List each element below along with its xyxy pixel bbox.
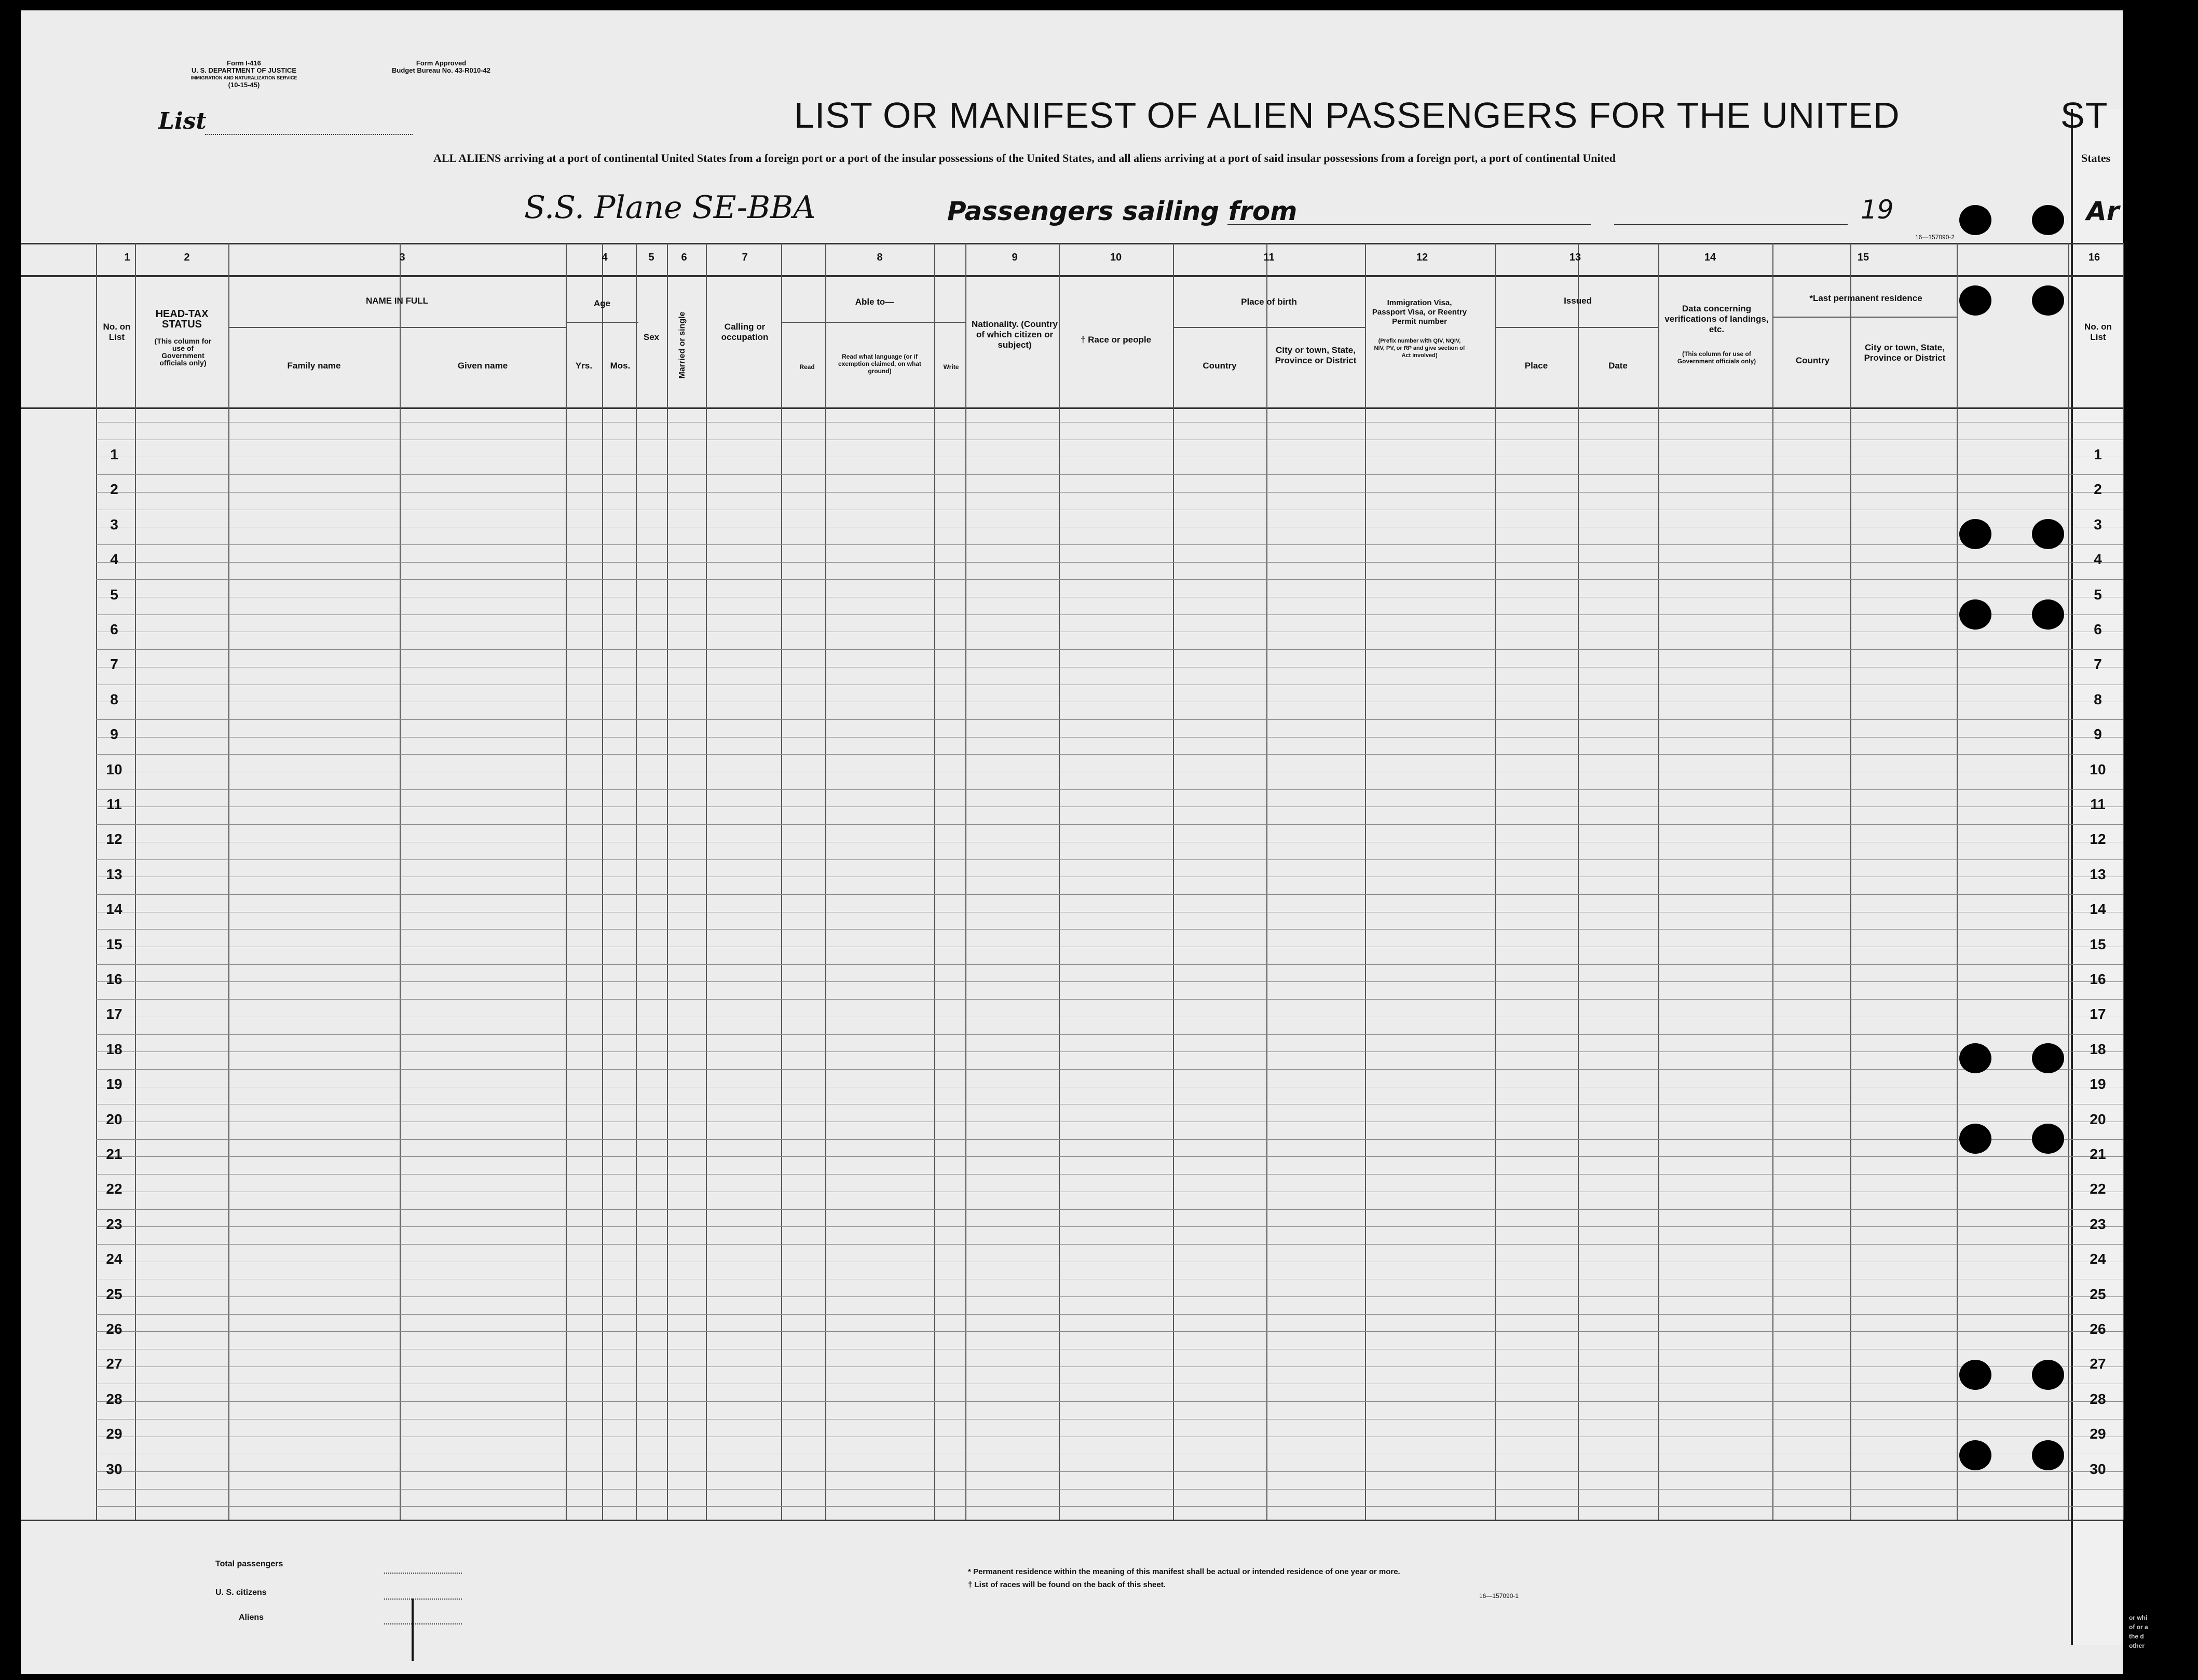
column-number-border [21, 275, 2123, 277]
ruled-line [96, 1489, 2123, 1490]
row-number-left: 21 [106, 1146, 122, 1162]
row-number-right: 24 [2090, 1251, 2106, 1267]
punch-hole [2032, 1360, 2064, 1390]
ruled-line [96, 1506, 2123, 1507]
row-number-right: 3 [2094, 516, 2102, 532]
punch-hole [2032, 205, 2064, 235]
row-number-left: 18 [106, 1041, 122, 1057]
row-number-right: 30 [2090, 1461, 2106, 1477]
row-number-right: 28 [2090, 1391, 2106, 1407]
column-number: 3 [399, 252, 405, 263]
row-number-right: 29 [2090, 1426, 2106, 1442]
residence-city-header: City or town, State, Province or District [1864, 343, 1946, 363]
column-number: 11 [1263, 252, 1275, 263]
ruled-line [96, 1401, 2123, 1402]
grid-column-line [934, 243, 935, 1520]
column-number: 15 [1857, 252, 1869, 263]
read-header: Read [799, 363, 815, 371]
row-number-right: 27 [2090, 1356, 2106, 1372]
grid-column-line [2123, 243, 2124, 1520]
form-number: Form I-416 [227, 59, 261, 67]
grid-column-line [965, 243, 966, 1520]
column-number: 6 [681, 252, 687, 263]
row-number-right: 21 [2090, 1146, 2106, 1162]
page-subtitle-cut: States [2081, 152, 2111, 165]
row-number-right: 13 [2090, 866, 2106, 882]
row-number-left: 22 [106, 1181, 122, 1197]
column-number: 5 [648, 252, 654, 263]
ruled-line [96, 824, 2123, 825]
ruled-line [96, 1331, 2123, 1332]
sailing-from-line [1227, 224, 1591, 225]
column-number: 16 [2088, 252, 2100, 263]
row-number-left: 7 [110, 656, 118, 672]
ruled-line [96, 1244, 2123, 1245]
row-number-left: 27 [106, 1356, 122, 1372]
row-number-right: 14 [2090, 901, 2106, 917]
row-number-right: 1 [2094, 446, 2102, 462]
us-citizens-label: U. S. citizens [215, 1588, 267, 1597]
ruled-line [96, 1471, 2123, 1472]
row-number-left: 25 [106, 1286, 122, 1302]
married-single-header: Married or single [678, 311, 687, 379]
residence-country-header: Country [1795, 356, 1830, 365]
row-number-left: 28 [106, 1391, 122, 1407]
age-header: Age [593, 298, 611, 308]
table-top-border [21, 243, 2123, 244]
ruled-line [96, 929, 2123, 930]
grid-column-line [228, 243, 229, 1520]
row-number-left: 16 [106, 971, 122, 987]
punch-hole [2032, 1440, 2064, 1470]
row-number-left: 14 [106, 901, 122, 917]
ruled-line [96, 1069, 2123, 1070]
row-number-right: 4 [2094, 551, 2102, 567]
row-number-right: 2 [2094, 481, 2102, 497]
place-of-birth-header: Place of birth [1241, 297, 1297, 307]
ruled-line [96, 964, 2123, 965]
subheader-line [228, 327, 566, 328]
mos-header: Mos. [610, 361, 631, 371]
total-passengers-label: Total passengers [215, 1560, 283, 1568]
ruled-line [96, 1209, 2123, 1210]
grid-column-line [1365, 243, 1366, 1520]
column-number: 8 [877, 252, 883, 263]
grid-column-line [1578, 243, 1579, 1520]
issued-header: Issued [1564, 296, 1592, 306]
able-to-header: Able to— [855, 297, 894, 307]
row-number-right: 6 [2094, 621, 2102, 637]
column-number: 1 [124, 252, 130, 263]
row-number-right: 5 [2094, 586, 2102, 603]
punch-hole [1959, 519, 1991, 549]
grid-column-line [825, 243, 826, 1520]
subheader-line [781, 322, 965, 323]
sailing-date-line [1614, 224, 1848, 225]
head-tax-note: (This column for use of Government officials only) [154, 337, 212, 367]
ruled-line [96, 981, 2123, 982]
row-number-left: 11 [106, 796, 122, 812]
row-number-left: 2 [110, 481, 118, 497]
yrs-header: Yrs. [575, 361, 593, 371]
subheader-line [1495, 327, 1658, 328]
write-header: Write [943, 363, 959, 371]
row-number-left: 24 [106, 1251, 122, 1267]
last-residence-header: *Last permanent residence [1809, 293, 1922, 303]
row-number-left: 3 [110, 516, 118, 532]
footnote-races: † List of races will be found on the back of this sheet. [968, 1580, 1166, 1589]
footer-cut-text-1: or whi [2129, 1614, 2148, 1621]
column-number: 2 [184, 252, 190, 263]
ruled-line [96, 562, 2123, 563]
name-in-full-header: NAME IN FULL [366, 296, 428, 306]
row-number-left: 12 [106, 831, 122, 847]
grid-column-line [1658, 243, 1659, 1520]
grid-column-line [135, 243, 136, 1520]
grid-column-line [1495, 243, 1496, 1520]
ruled-line [96, 649, 2123, 650]
ruled-line [96, 754, 2123, 755]
header-bottom-border [21, 407, 2123, 409]
punch-hole [2032, 285, 2064, 316]
grid-column-line [1059, 243, 1060, 1520]
table-bottom-border [21, 1520, 2123, 1521]
grid-column-line [1957, 243, 1958, 1520]
row-number-right: 26 [2090, 1321, 2106, 1337]
footer-print-code: 16—157090-1 [1479, 1592, 1519, 1600]
data-concerning-note: (This column for use of Government officials only) [1677, 350, 1756, 365]
row-number-right: 15 [2090, 936, 2106, 952]
row-number-left: 30 [106, 1461, 122, 1477]
ruled-line [96, 1314, 2123, 1315]
subheader-line [1173, 327, 1365, 328]
ruled-line [96, 579, 2123, 580]
punch-hole [1959, 1440, 1991, 1470]
grid-column-line [706, 243, 707, 1520]
ruled-line [96, 1226, 2123, 1227]
family-name-header: Family name [287, 361, 341, 371]
punch-hole [2032, 599, 2064, 630]
aliens-line [384, 1623, 462, 1624]
page-title: LIST OR MANIFEST OF ALIEN PASSENGERS FOR THE UNITED [794, 95, 1900, 135]
list-number-line [205, 134, 413, 135]
row-number-left: 19 [106, 1076, 122, 1092]
grid-column-line [1850, 243, 1851, 1520]
row-number-right: 12 [2090, 831, 2106, 847]
no-on-list-header: No. on List [103, 322, 131, 342]
sailing-from-label: Passengers sailing from [947, 196, 1298, 226]
row-number-left: 10 [106, 761, 122, 777]
column-number: 4 [602, 252, 608, 263]
handwritten-vessel-name: S.S. Plane SE-BBA [524, 189, 816, 226]
grid-column-line [96, 243, 97, 1520]
ruled-line [96, 614, 2123, 615]
row-number-left: 23 [106, 1216, 122, 1232]
punch-hole [2032, 519, 2064, 549]
row-number-right: 22 [2090, 1181, 2106, 1197]
row-number-left: 8 [110, 691, 118, 707]
form-date-code: (10-15-45) [228, 81, 260, 89]
row-number-right: 18 [2090, 1041, 2106, 1057]
row-number-left: 13 [106, 866, 122, 882]
total-passengers-line [384, 1573, 462, 1574]
punch-hole [1959, 1043, 1991, 1073]
ruled-line [96, 894, 2123, 895]
no-on-list-header-right: No. on List [2084, 322, 2112, 342]
row-number-left: 26 [106, 1321, 122, 1337]
row-number-left: 17 [106, 1006, 122, 1022]
row-number-left: 20 [106, 1111, 122, 1127]
row-number-right: 19 [2090, 1076, 2106, 1092]
scan-border [2123, 5, 2198, 1680]
row-number-right: 25 [2090, 1286, 2106, 1302]
row-number-left: 5 [110, 586, 118, 603]
given-name-header: Given name [457, 361, 508, 371]
form-approved: Form Approved [416, 59, 467, 67]
ruled-line [96, 999, 2123, 1000]
ruled-line [96, 1051, 2123, 1052]
footer-cut-text-4: other [2129, 1642, 2145, 1649]
page-title-cut: ST [2060, 95, 2108, 135]
footer-cut-text-2: of or a [2129, 1623, 2148, 1631]
issued-place-header: Place [1524, 361, 1548, 371]
row-number-right: 8 [2094, 691, 2102, 707]
us-citizens-line [384, 1599, 462, 1600]
form-approval-block [374, 60, 509, 74]
nationality-header: Nationality. (Country of which citizen or subject) [972, 319, 1058, 350]
punch-hole [1959, 285, 1991, 316]
grid-column-line [1772, 243, 1773, 1520]
row-number-right: 17 [2090, 1006, 2106, 1022]
row-number-left: 9 [110, 726, 118, 742]
row-number-right: 7 [2094, 656, 2102, 672]
subheader-line [566, 322, 638, 323]
row-number-right: 16 [2090, 971, 2106, 987]
column-number: 9 [1012, 252, 1018, 263]
calling-occupation-header: Calling or occupation [721, 322, 769, 342]
grid-column-line [2068, 243, 2069, 1520]
column-number: 10 [1110, 252, 1122, 263]
punch-hole [1959, 599, 1991, 630]
ruled-line [96, 474, 2123, 475]
grid-column-line [566, 243, 567, 1520]
aliens-label: Aliens [239, 1613, 264, 1622]
ruled-line [96, 1156, 2123, 1157]
punch-hole [2032, 1043, 2064, 1073]
row-number-right: 23 [2090, 1216, 2106, 1232]
page-subtitle: ALL ALIENS arriving at a port of continental United States from a foreign port or a port of the insular possessions of the United States, and all aliens arriving at a port of said insular possessions from a foreign port, a port of continental United [433, 152, 1616, 165]
row-number-left: 29 [106, 1426, 122, 1442]
grid-column-line [781, 243, 782, 1520]
row-number-left: 1 [110, 446, 118, 462]
row-number-right: 11 [2090, 796, 2106, 812]
column-number: 7 [742, 252, 748, 263]
birth-country-header: Country [1203, 361, 1237, 371]
form-department: U. S. DEPARTMENT OF JUSTICE [192, 66, 296, 74]
grid-column-line [1266, 243, 1267, 1520]
punch-hole [1959, 205, 1991, 235]
binding-fold-mark [412, 1599, 414, 1661]
punch-hole [2032, 1124, 2064, 1154]
column-number: 12 [1416, 252, 1428, 263]
ruled-line [96, 1034, 2123, 1035]
row-number-right: 10 [2090, 761, 2106, 777]
footer-cut-text-3: the d [2129, 1633, 2144, 1640]
grid-column-line [1173, 243, 1174, 1520]
ruled-line [96, 492, 2123, 493]
form-service: IMMIGRATION AND NATURALIZATION SERVICE [190, 75, 297, 80]
ruled-line [96, 1296, 2123, 1297]
row-number-left: 6 [110, 621, 118, 637]
subheader-line [1772, 317, 1957, 318]
ruled-line [96, 544, 2123, 545]
ruled-line [96, 1139, 2123, 1140]
sex-header: Sex [643, 332, 660, 342]
row-number-left: 4 [110, 551, 118, 567]
year-prefix: 19 [1861, 195, 1894, 225]
issued-date-header: Date [1608, 361, 1628, 371]
race-header: † Race or people [1080, 335, 1152, 345]
footnote-residence: * Permanent residence within the meaning of this manifest shall be actual or intended residence of one year or more. [968, 1567, 1400, 1576]
form-budget: Budget Bureau No. 43-R010-42 [392, 66, 490, 74]
row-number-right: 9 [2094, 726, 2102, 742]
punch-hole [1959, 1360, 1991, 1390]
header-print-code: 16—157090-2 [1915, 234, 1955, 241]
row-number-right: 20 [2090, 1111, 2106, 1127]
ruled-line [96, 789, 2123, 790]
ruled-line [96, 719, 2123, 720]
row-number-left: 15 [106, 936, 122, 952]
grid-column-line [636, 243, 637, 1520]
grid-column-line [602, 243, 603, 1520]
data-concerning-header: Data concerning verifications of landings, etc. [1664, 304, 1769, 334]
punch-hole [1959, 1124, 1991, 1154]
grid-column-line [667, 243, 668, 1520]
arriving-label-cut: Ar [2086, 196, 2120, 226]
visa-header: Immigration Visa, Passport Visa, or Reentry Permit number [1372, 298, 1467, 326]
column-number: 13 [1569, 252, 1581, 263]
read-language-header: Read what language (or if exemption claimed, on what ground) [838, 353, 922, 375]
column-number: 14 [1704, 252, 1716, 263]
form-id-block [156, 60, 332, 89]
list-label: List [158, 108, 207, 134]
birth-city-header: City or town, State, Province or District [1275, 345, 1357, 365]
head-tax-header: HEAD-TAX STATUS [155, 308, 209, 330]
ruled-line [96, 859, 2123, 860]
visa-note: (Prefix number with QIV, NQIV, NIV, PV, or RP and give section of Act involved) [1374, 338, 1465, 359]
grid-column-line [400, 243, 401, 1520]
